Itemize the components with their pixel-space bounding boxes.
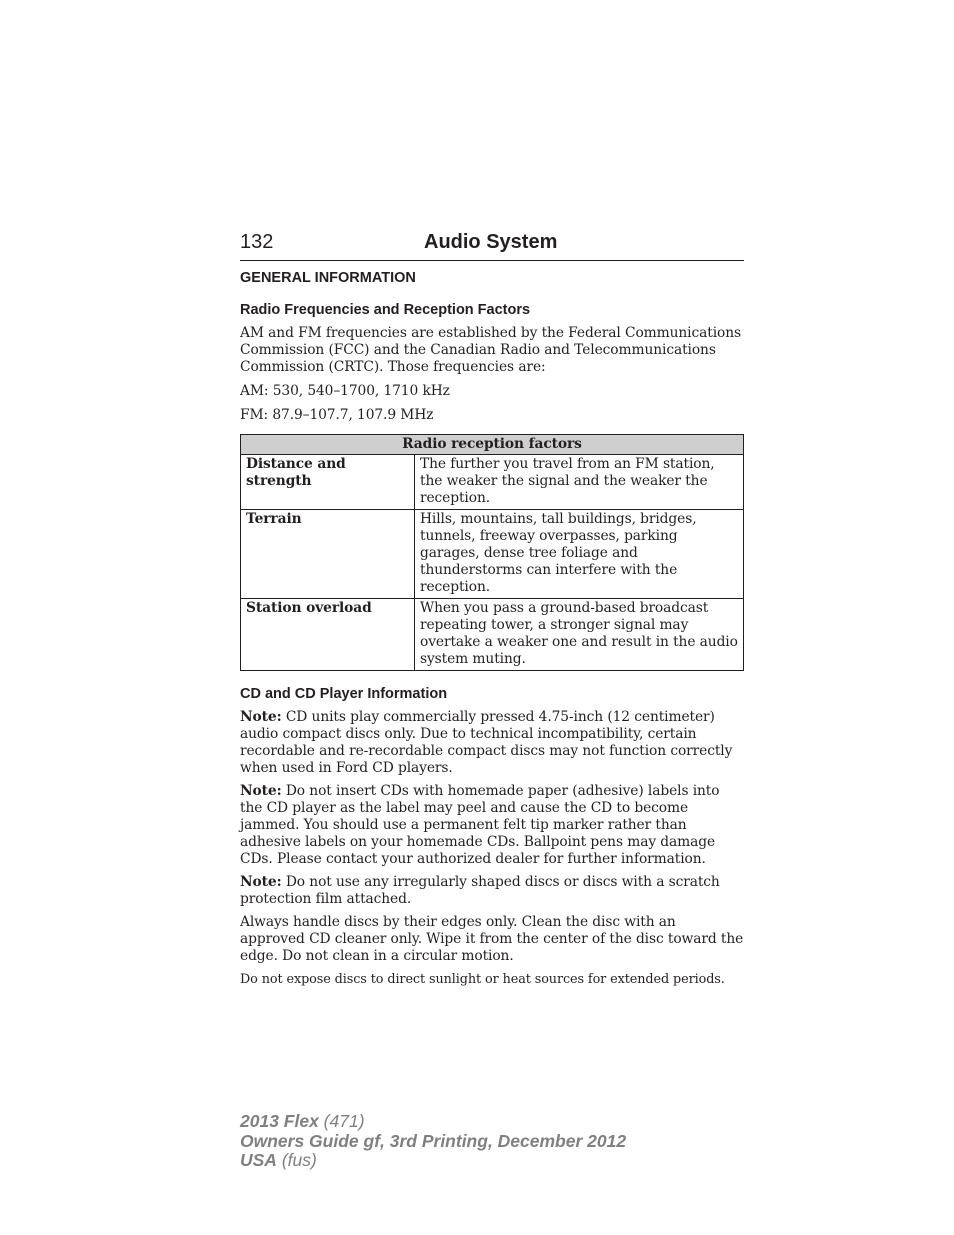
note-text: Do not insert CDs with homemade paper (adhesive) labels into the CD player as the label may peel and cause the CD to become jammed. You should use a permanent felt tip marker rather than adhesive labels on your homemade CDs. Ballpoint pens may damage CDs. Please contact your authorized dealer for further information. [240,783,720,867]
cd-note-1 [240,709,744,777]
radio-heading: Radio Frequencies and Reception Factors [240,302,531,318]
footer-line-2 [240,1132,626,1152]
footer-market: USA [240,1150,277,1170]
footer-model: 2013 Flex [240,1111,319,1131]
footer-code: (471) [318,1111,365,1131]
row-text: When you pass a ground-based broadcast repeating tower, a stronger signal may overtake a weaker one and result in the audio system muting. [415,599,744,671]
cd-note-3 [240,874,744,908]
expose-discs-text: Do not expose discs to direct sunlight or heat sources for extended periods. [240,972,725,987]
note-label: Note: [240,874,282,890]
page-title: Audio System [424,231,558,253]
page-footer [240,1112,626,1171]
footer-line-1 [240,1112,626,1132]
footer-market-code: (fus) [276,1150,317,1170]
table-row [241,455,744,510]
footer-line-3 [240,1151,626,1171]
footer-edition: Owners Guide gf, 3rd Printing, December 2012 [240,1130,627,1151]
row-label: Distance and strength [241,455,415,510]
table-row [241,599,744,671]
section-heading: GENERAL INFORMATION [240,270,416,286]
cd-heading: CD and CD Player Information [240,686,448,702]
note-label: Note: [240,783,282,799]
row-label: Terrain [241,510,415,599]
note-text: Do not use any irregularly shaped discs or discs with a scratch protection film attached. [240,874,720,907]
reception-factors-table [240,434,744,671]
page-number: 132 [240,231,274,253]
note-text: CD units play commercially pressed 4.75-inch (12 centimeter) audio compact discs only. Due to technical incompatibility, certain recordable and re-recordable compact discs may not function correctly when used in Ford CD players. [240,709,733,776]
row-text: Hills, mountains, tall buildings, bridges, tunnels, freeway overpasses, parking garages, dense tree foliage and thunderstorms can interfere with the reception. [415,510,744,599]
cd-note-2 [240,783,744,868]
handle-discs-text: Always handle discs by their edges only. Clean the disc with an approved CD cleaner only. Wipe it from the center of the disc toward the edge. Do not clean in a circular motion. [240,914,744,964]
fm-frequencies: FM: 87.9–107.7, 107.9 MHz [240,407,434,423]
note-label: Note: [240,709,282,725]
table-title: Radio reception factors [241,435,744,455]
row-label: Station overload [241,599,415,671]
row-text: The further you travel from an FM station, the weaker the signal and the weaker the reception. [415,455,744,510]
page-content [240,266,744,988]
page-header [240,228,744,261]
radio-intro: AM and FM frequencies are established by the Federal Communications Commission (FCC) and the Canadian Radio and Telecommunications Commission (CRTC). Those frequencies are: [240,325,741,375]
am-frequencies: AM: 530, 540–1700, 1710 kHz [240,383,450,399]
table-row [241,510,744,599]
